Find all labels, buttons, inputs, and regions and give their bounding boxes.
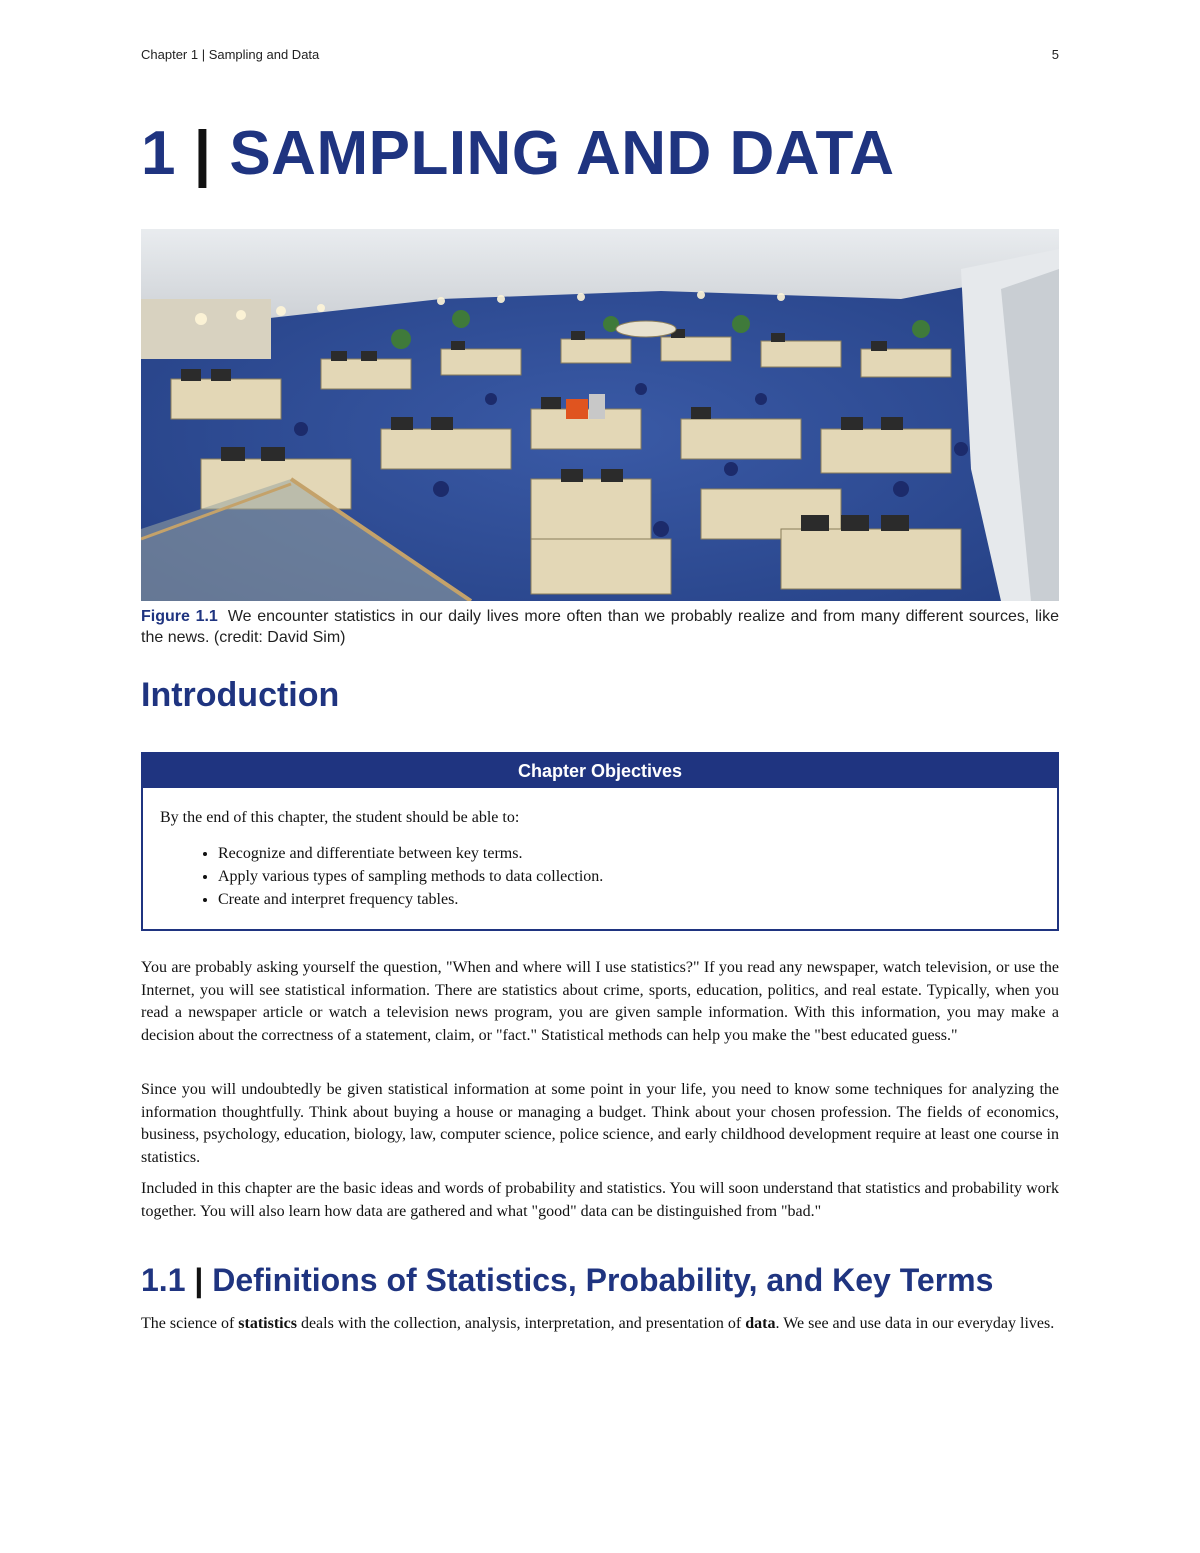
- objective-item: • Apply various types of sampling methods to data collection.: [218, 865, 1040, 888]
- section-separator: |: [194, 1262, 204, 1298]
- figure-caption-text: We encounter statistics in our daily lives more often than we probably realize and from many different sources, like the news. (credit: David Sim): [141, 608, 1060, 646]
- paragraph-text-before: The science of: [141, 1315, 239, 1332]
- intro-paragraph-3: Included in this chapter are the basic ideas and words of probability and statistics. You will soon understand that statistics and probability work together. You will also learn how data are gathered and what "good" data can be distinguished from "bad.": [141, 1180, 1059, 1220]
- section-1-1-heading: [141, 1262, 993, 1299]
- intro-paragraph-2: Since you will undoubtedly be given statistical information at some point in your life, you need to know some techniques for analyzing the information thoughtfully. Think about buying a house or managing a budget. Think about your chosen profession. The fields of economics, business, psychology, education, biology, law, computer science, police science, and early childhood development require at least one course in statistics.: [141, 1081, 1059, 1167]
- figure-label: Figure 1.1: [141, 608, 218, 625]
- objective-item: • Recognize and differentiate between key terms.: [218, 842, 1040, 865]
- running-head: [141, 47, 1059, 62]
- objectives-list: [160, 842, 1040, 911]
- term-data: data: [745, 1315, 776, 1332]
- objectives-lead: By the end of this chapter, the student should be able to:: [160, 809, 520, 826]
- chapter-title-separator: |: [193, 119, 212, 188]
- term-statistics: statistics: [238, 1315, 297, 1332]
- chapter-objectives-header: Chapter Objectives: [143, 754, 1057, 788]
- intro-paragraph-1: You are probably asking yourself the question, "When and where will I use statistics?" If you read any newspaper, watch television, or use the Internet, you will see statistical information. There are statistics about crime, sports, education, politics, and real estate. Typically, when you read a newspaper article or watch a television news program, you are given sample information. With this information, you may make a decision about the correctness of a statement, claim, or "fact." Statistical methods can help you make the "best educated guess.": [141, 959, 1059, 1045]
- paragraph-text-after: . We see and use data in our everyday lives.: [775, 1315, 1055, 1332]
- objective-item: • Create and interpret frequency tables.: [218, 888, 1040, 911]
- paragraph-text-middle: deals with the collection, analysis, interpretation, and presentation of: [296, 1315, 746, 1332]
- chapter-number: 1: [141, 119, 176, 188]
- figure-caption: [141, 606, 1059, 648]
- page-number: 5: [1051, 47, 1059, 62]
- chapter-title-text: SAMPLING AND DATA: [229, 119, 895, 188]
- newsroom-photo: [141, 229, 1059, 601]
- introduction-heading: Introduction: [141, 676, 340, 714]
- chapter-objectives-box: [141, 752, 1059, 931]
- chapter-title: [141, 118, 895, 189]
- section-1-1-paragraph: [141, 1313, 1059, 1336]
- section-number: 1.1: [141, 1262, 186, 1298]
- chapter-objectives-body: [143, 788, 1057, 911]
- section-title: Definitions of Statistics, Probability, and Key Terms: [212, 1262, 994, 1298]
- running-head-chapter: Chapter 1 | Sampling and Data: [141, 47, 320, 62]
